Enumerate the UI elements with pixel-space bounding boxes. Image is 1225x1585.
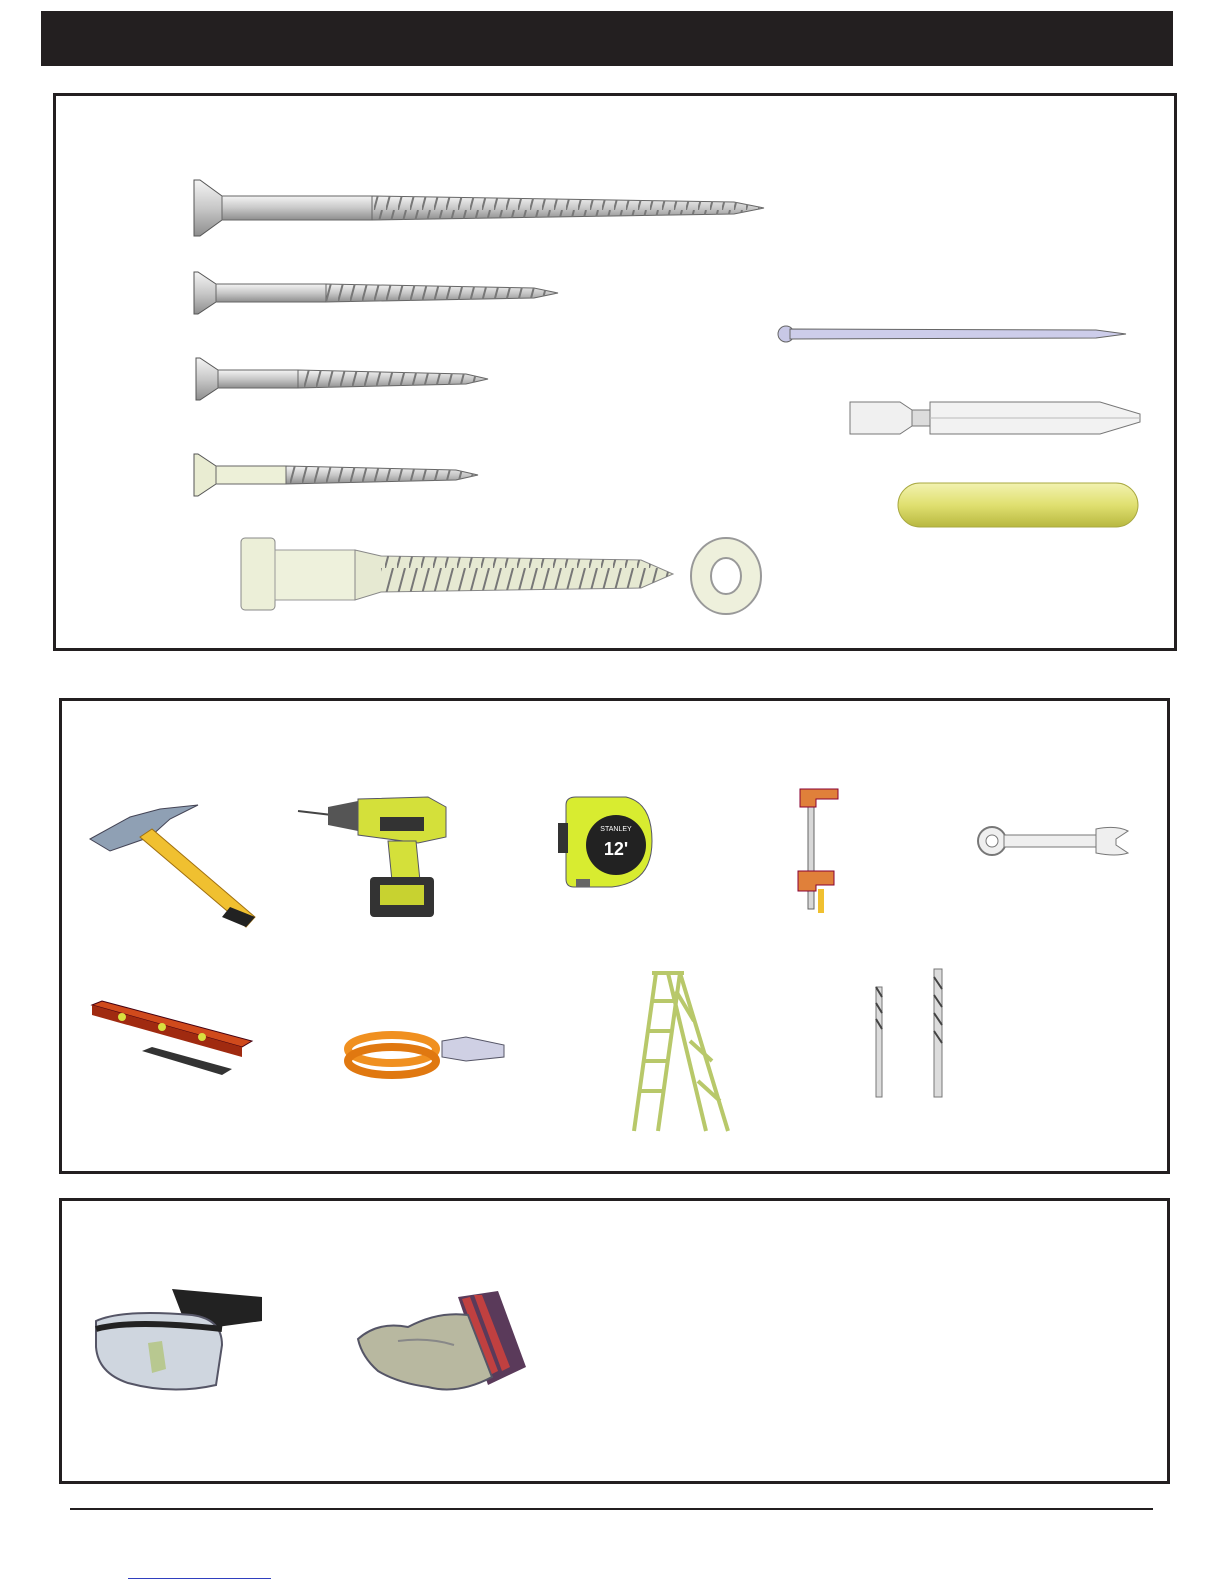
long-screw-icon	[194, 180, 774, 240]
tape-measure-icon	[556, 797, 656, 889]
tape-brand: STANLEY	[600, 826, 632, 833]
tools-panel	[59, 698, 1170, 1174]
pliers-icon	[346, 1027, 506, 1087]
lag-bolt-icon	[241, 538, 681, 618]
wrench-icon	[976, 825, 1132, 861]
footer-rule	[70, 1508, 1153, 1510]
drill-bits-icon	[862, 967, 962, 1101]
short-screw-icon	[194, 454, 484, 498]
bar-clamp-icon	[796, 787, 856, 917]
driver-bit-icon	[850, 396, 1146, 440]
wall-anchor-icon	[896, 481, 1142, 531]
level-icon	[92, 1001, 262, 1091]
medium-screw-icon	[196, 358, 496, 402]
pin-icon	[776, 324, 1130, 344]
footer-link-underline	[128, 1578, 271, 1579]
safety-panel	[59, 1198, 1170, 1484]
medium-long-screw-icon	[194, 272, 564, 316]
hammer-icon	[90, 799, 260, 934]
header-bar	[41, 11, 1173, 66]
step-ladder-icon	[632, 971, 732, 1135]
work-gloves-icon	[358, 1291, 528, 1395]
cordless-drill-icon	[298, 797, 448, 927]
washer-icon	[688, 536, 764, 616]
safety-goggles-icon	[92, 1285, 272, 1395]
tape-size: 12'	[603, 839, 629, 859]
hardware-panel	[53, 93, 1177, 651]
